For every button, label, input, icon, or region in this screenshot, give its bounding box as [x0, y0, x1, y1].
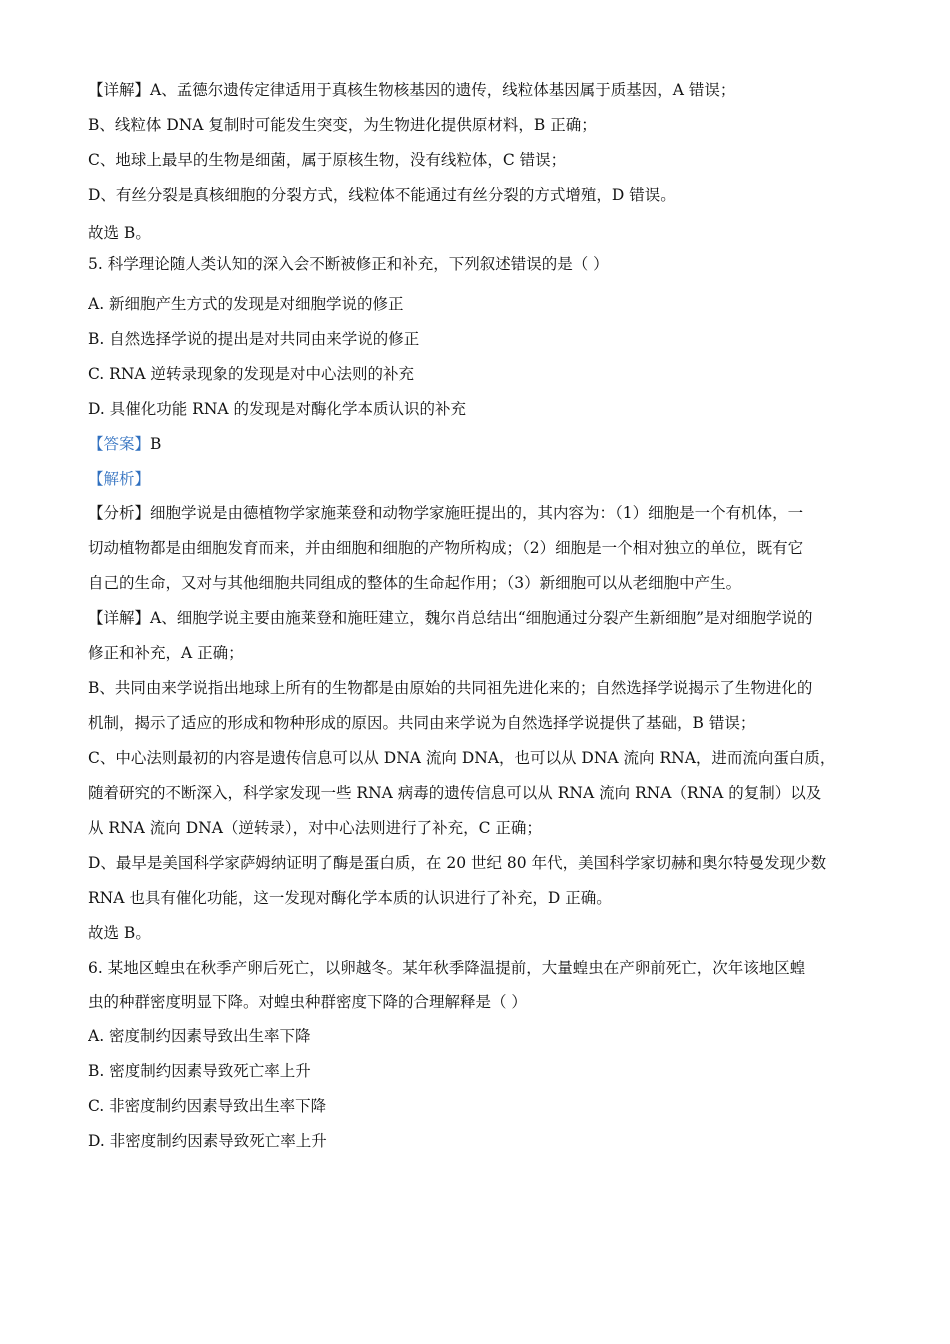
q5-detail-line-8: D、最早是美国科学家萨姆纳证明了酶是蛋白质，在 20 世纪 80 年代，美国科学家切赫和奥尔特曼发现少数 [88, 854, 827, 872]
q6-stem-line-1: 6. 某地区蝗虫在秋季产卵后死亡，以卵越冬。某年秋季降温提前，大量蝗虫在产卵前死亡，次年该地区蝗 [88, 959, 806, 977]
q5-stem: 5. 科学理论随人类认知的深入会不断被修正和补充，下列叙述错误的是（ ） [88, 255, 609, 273]
q4-detail-line-3: C、地球上最早的生物是细菌，属于原核生物，没有线粒体，C 错误； [88, 151, 567, 169]
q5-detail-line-9: RNA 也具有催化功能，这一发现对酶化学本质的认识进行了补充，D 正确。 [88, 889, 612, 907]
q5-detail-line-3: B、共同由来学说指出地球上所有的生物都是由原始的共同祖先进化来的；自然选择学说揭示了生物进化的 [88, 679, 813, 697]
q5-option-a: A. 新细胞产生方式的发现是对细胞学说的修正 [88, 295, 404, 313]
q5-detail-line-2: 修正和补充，A 正确； [88, 644, 244, 662]
q5-analysis-label: 【解析】 [88, 470, 151, 488]
q5-analysis-line-1: 【分析】细胞学说是由德植物学家施莱登和动物学家施旺提出的，其内容为：（1）细胞是一个有机体，一 [88, 504, 804, 522]
q6-stem-line-2: 虫的种群密度明显下降。对蝗虫种群密度下降的合理解释是（ ） [88, 993, 527, 1011]
q5-choose: 故选 B。 [88, 924, 151, 942]
q5-detail-line-4: 机制，揭示了适应的形成和物种形成的原因。共同由来学说为自然选择学说提供了基础，B 错误； [88, 714, 756, 732]
q5-analysis-line-2: 切动植物都是由细胞发育而来，并由细胞和细胞的产物所构成；（2）细胞是一个相对独立的单位，既有它 [88, 539, 804, 557]
q5-option-d: D. 具催化功能 RNA 的发现是对酶化学本质认识的补充 [88, 400, 467, 418]
q5-option-b: B. 自然选择学说的提出是对共同由来学说的修正 [88, 330, 420, 348]
answer-label: 【答案】 [88, 435, 151, 453]
q5-detail-line-1: 【详解】A、细胞学说主要由施莱登和施旺建立，魏尔肖总结出“细胞通过分裂产生新细胞”是对细胞学说的 [88, 609, 813, 627]
q4-detail-line-2: B、线粒体 DNA 复制时可能发生突变，为生物进化提供原材料，B 正确； [88, 116, 597, 134]
answer-value: B [150, 435, 162, 453]
q4-detail-line-1: 【详解】A、孟德尔遗传定律适用于真核生物核基因的遗传，线粒体基因属于质基因，A 错误； [88, 81, 736, 99]
q5-option-c: C. RNA 逆转录现象的发现是对中心法则的补充 [88, 365, 415, 383]
q6-option-c: C. 非密度制约因素导致出生率下降 [88, 1097, 327, 1115]
q6-option-a: A. 密度制约因素导致出生率下降 [88, 1027, 311, 1045]
q5-answer [88, 434, 868, 454]
q5-analysis-line-3: 自己的生命，又对与其他细胞共同组成的整体的生命起作用；（3）新细胞可以从老细胞中产生。 [88, 574, 742, 592]
q5-detail-line-6: 随着研究的不断深入，科学家发现一些 RNA 病毒的遗传信息可以从 RNA 流向 RNA（RNA 的复制）以及 [88, 784, 822, 802]
q6-option-b: B. 密度制约因素导致死亡率上升 [88, 1062, 311, 1080]
q5-detail-line-7: 从 RNA 流向 DNA（逆转录），对中心法则进行了补充，C 正确； [88, 819, 542, 837]
q4-detail-line-4: D、有丝分裂是真核细胞的分裂方式，线粒体不能通过有丝分裂的方式增殖，D 错误。 [88, 186, 676, 204]
q4-choose: 故选 B。 [88, 224, 151, 242]
q6-option-d: D. 非密度制约因素导致死亡率上升 [88, 1132, 327, 1150]
q5-detail-line-5: C、中心法则最初的内容是遗传信息可以从 DNA 流向 DNA，也可以从 DNA 流向 RNA，进而流向蛋白质， [88, 749, 836, 767]
